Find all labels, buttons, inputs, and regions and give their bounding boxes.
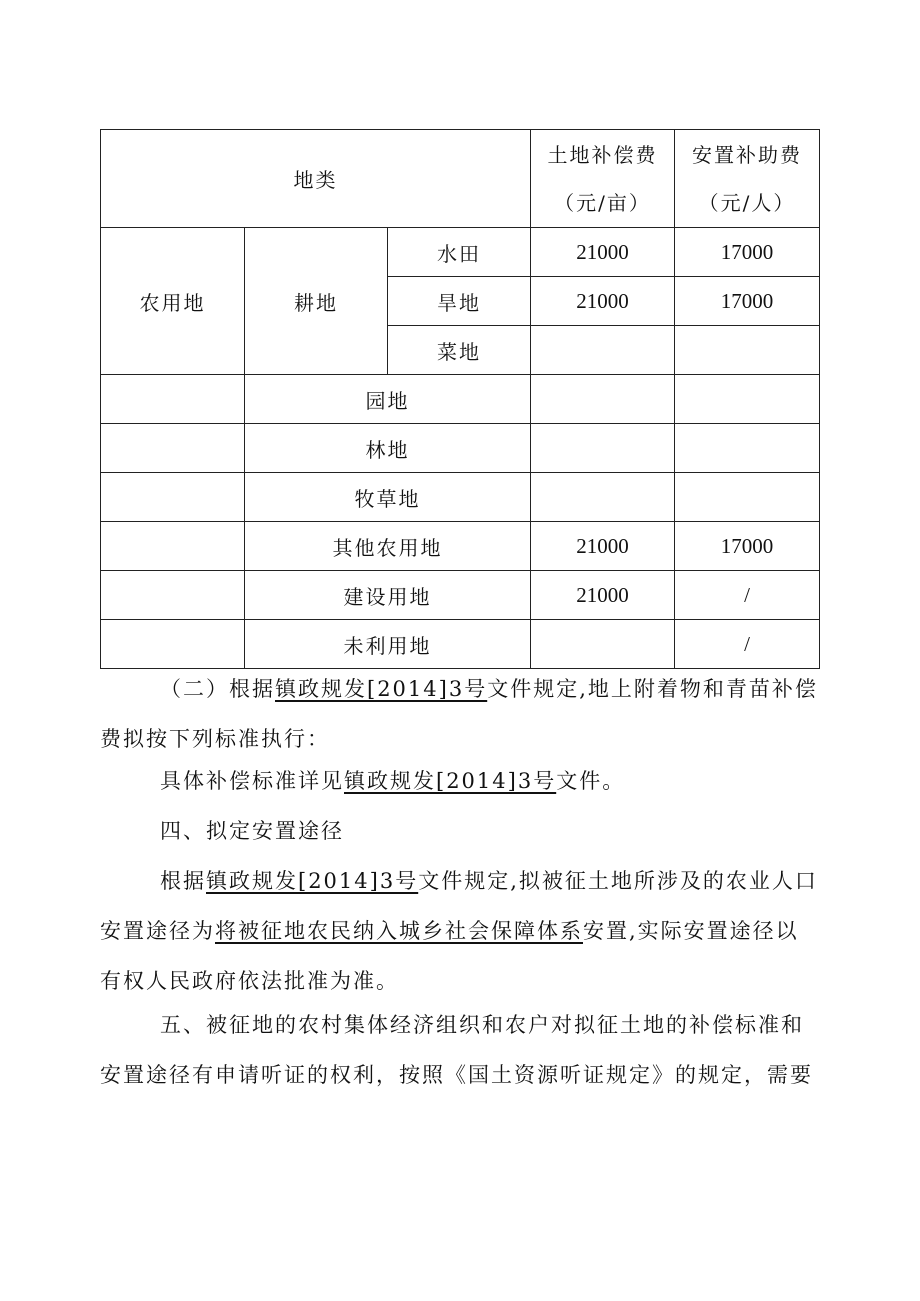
- resettle-fee-cell: [675, 326, 820, 375]
- row-name: 未利用地: [245, 620, 531, 669]
- table-row: [101, 375, 820, 424]
- header-land-fee-unit: （元/亩）: [554, 190, 651, 215]
- row-name: 旱地: [388, 277, 531, 326]
- row-name: 水田: [388, 228, 531, 277]
- land-fee-cell: [531, 473, 675, 522]
- table-row: [101, 228, 820, 277]
- paragraph-hearing-rights: 五、被征地的农村集体经济组织和农户对拟征土地的补偿标准和安置途径有申请听证的权利，按照《国土资源听证规定》的规定，需要: [100, 1013, 813, 1087]
- row-name: 菜地: [388, 326, 531, 375]
- document-reference: 镇政规发[2014]3号: [275, 677, 488, 701]
- document-reference: 镇政规发[2014]3号: [206, 869, 419, 893]
- table-row: [101, 424, 820, 473]
- table-header-row: [101, 130, 820, 228]
- paragraph-resettlement: [100, 856, 820, 1006]
- blank-cell: [101, 620, 245, 669]
- text-fragment: 具体补偿标准详见: [160, 769, 344, 793]
- row-name: 牧草地: [245, 473, 531, 522]
- header-land-fee-title: 土地补偿费: [547, 142, 658, 167]
- land-fee-cell: [531, 424, 675, 473]
- row-name: 园地: [245, 375, 531, 424]
- land-fee-cell: [531, 620, 675, 669]
- resettlement-approach: 将被征地农民纳入城乡社会保障体系: [215, 919, 583, 943]
- paragraph-standard-details: [100, 756, 820, 806]
- blank-cell: [101, 473, 245, 522]
- text-fragment: 文件规定,地上附着物和青苗补偿费拟按下列标准执行：: [100, 677, 818, 751]
- row-name: 其他农用地: [245, 522, 531, 571]
- land-fee-cell: [531, 375, 675, 424]
- land-fee-cell: 21000: [531, 571, 675, 620]
- blank-cell: [101, 424, 245, 473]
- resettle-fee-cell: [675, 424, 820, 473]
- table-row: [101, 522, 820, 571]
- resettle-fee-cell: /: [675, 620, 820, 669]
- row-name: 建设用地: [245, 571, 531, 620]
- table-row: [101, 473, 820, 522]
- blank-cell: [101, 375, 245, 424]
- document-reference: 镇政规发[2014]3号: [344, 769, 557, 793]
- table-row: [101, 571, 820, 620]
- resettle-fee-cell: [675, 375, 820, 424]
- resettle-fee-cell: 17000: [675, 522, 820, 571]
- section-heading-resettlement: 四、拟定安置途径: [160, 819, 344, 843]
- resettle-fee-cell: /: [675, 571, 820, 620]
- table-row: [101, 620, 820, 669]
- text-fragment: （二）根据: [160, 677, 275, 701]
- header-resettlement-fee: [675, 130, 820, 228]
- subgroup-cultivated-land: 耕地: [245, 228, 388, 375]
- compensation-table: [100, 129, 820, 669]
- resettle-fee-cell: [675, 473, 820, 522]
- header-land-compensation-fee: [531, 130, 675, 228]
- resettle-fee-cell: 17000: [675, 228, 820, 277]
- header-resettle-fee-unit: （元/人）: [698, 190, 796, 215]
- blank-cell: [101, 522, 245, 571]
- blank-cell: [101, 571, 245, 620]
- land-fee-cell: 21000: [531, 277, 675, 326]
- header-resettle-fee-title: 安置补助费: [692, 142, 802, 167]
- row-name: 林地: [245, 424, 531, 473]
- paragraph-attachment-compensation: [100, 664, 820, 764]
- resettle-fee-cell: 17000: [675, 277, 820, 326]
- land-fee-cell: [531, 326, 675, 375]
- text-fragment: 根据: [160, 869, 206, 893]
- text-fragment: 文件规定,拟被征土地所涉及的农业人口安置途径为: [100, 869, 818, 943]
- text-fragment: 安置,实际安置途径以有权人民政府依法批准为准。: [100, 919, 799, 993]
- group-agricultural-land: 农用地: [101, 228, 245, 375]
- header-land-type: 地类: [101, 130, 531, 228]
- text-fragment: 文件。: [556, 769, 626, 793]
- land-fee-cell: 21000: [531, 228, 675, 277]
- land-fee-cell: 21000: [531, 522, 675, 571]
